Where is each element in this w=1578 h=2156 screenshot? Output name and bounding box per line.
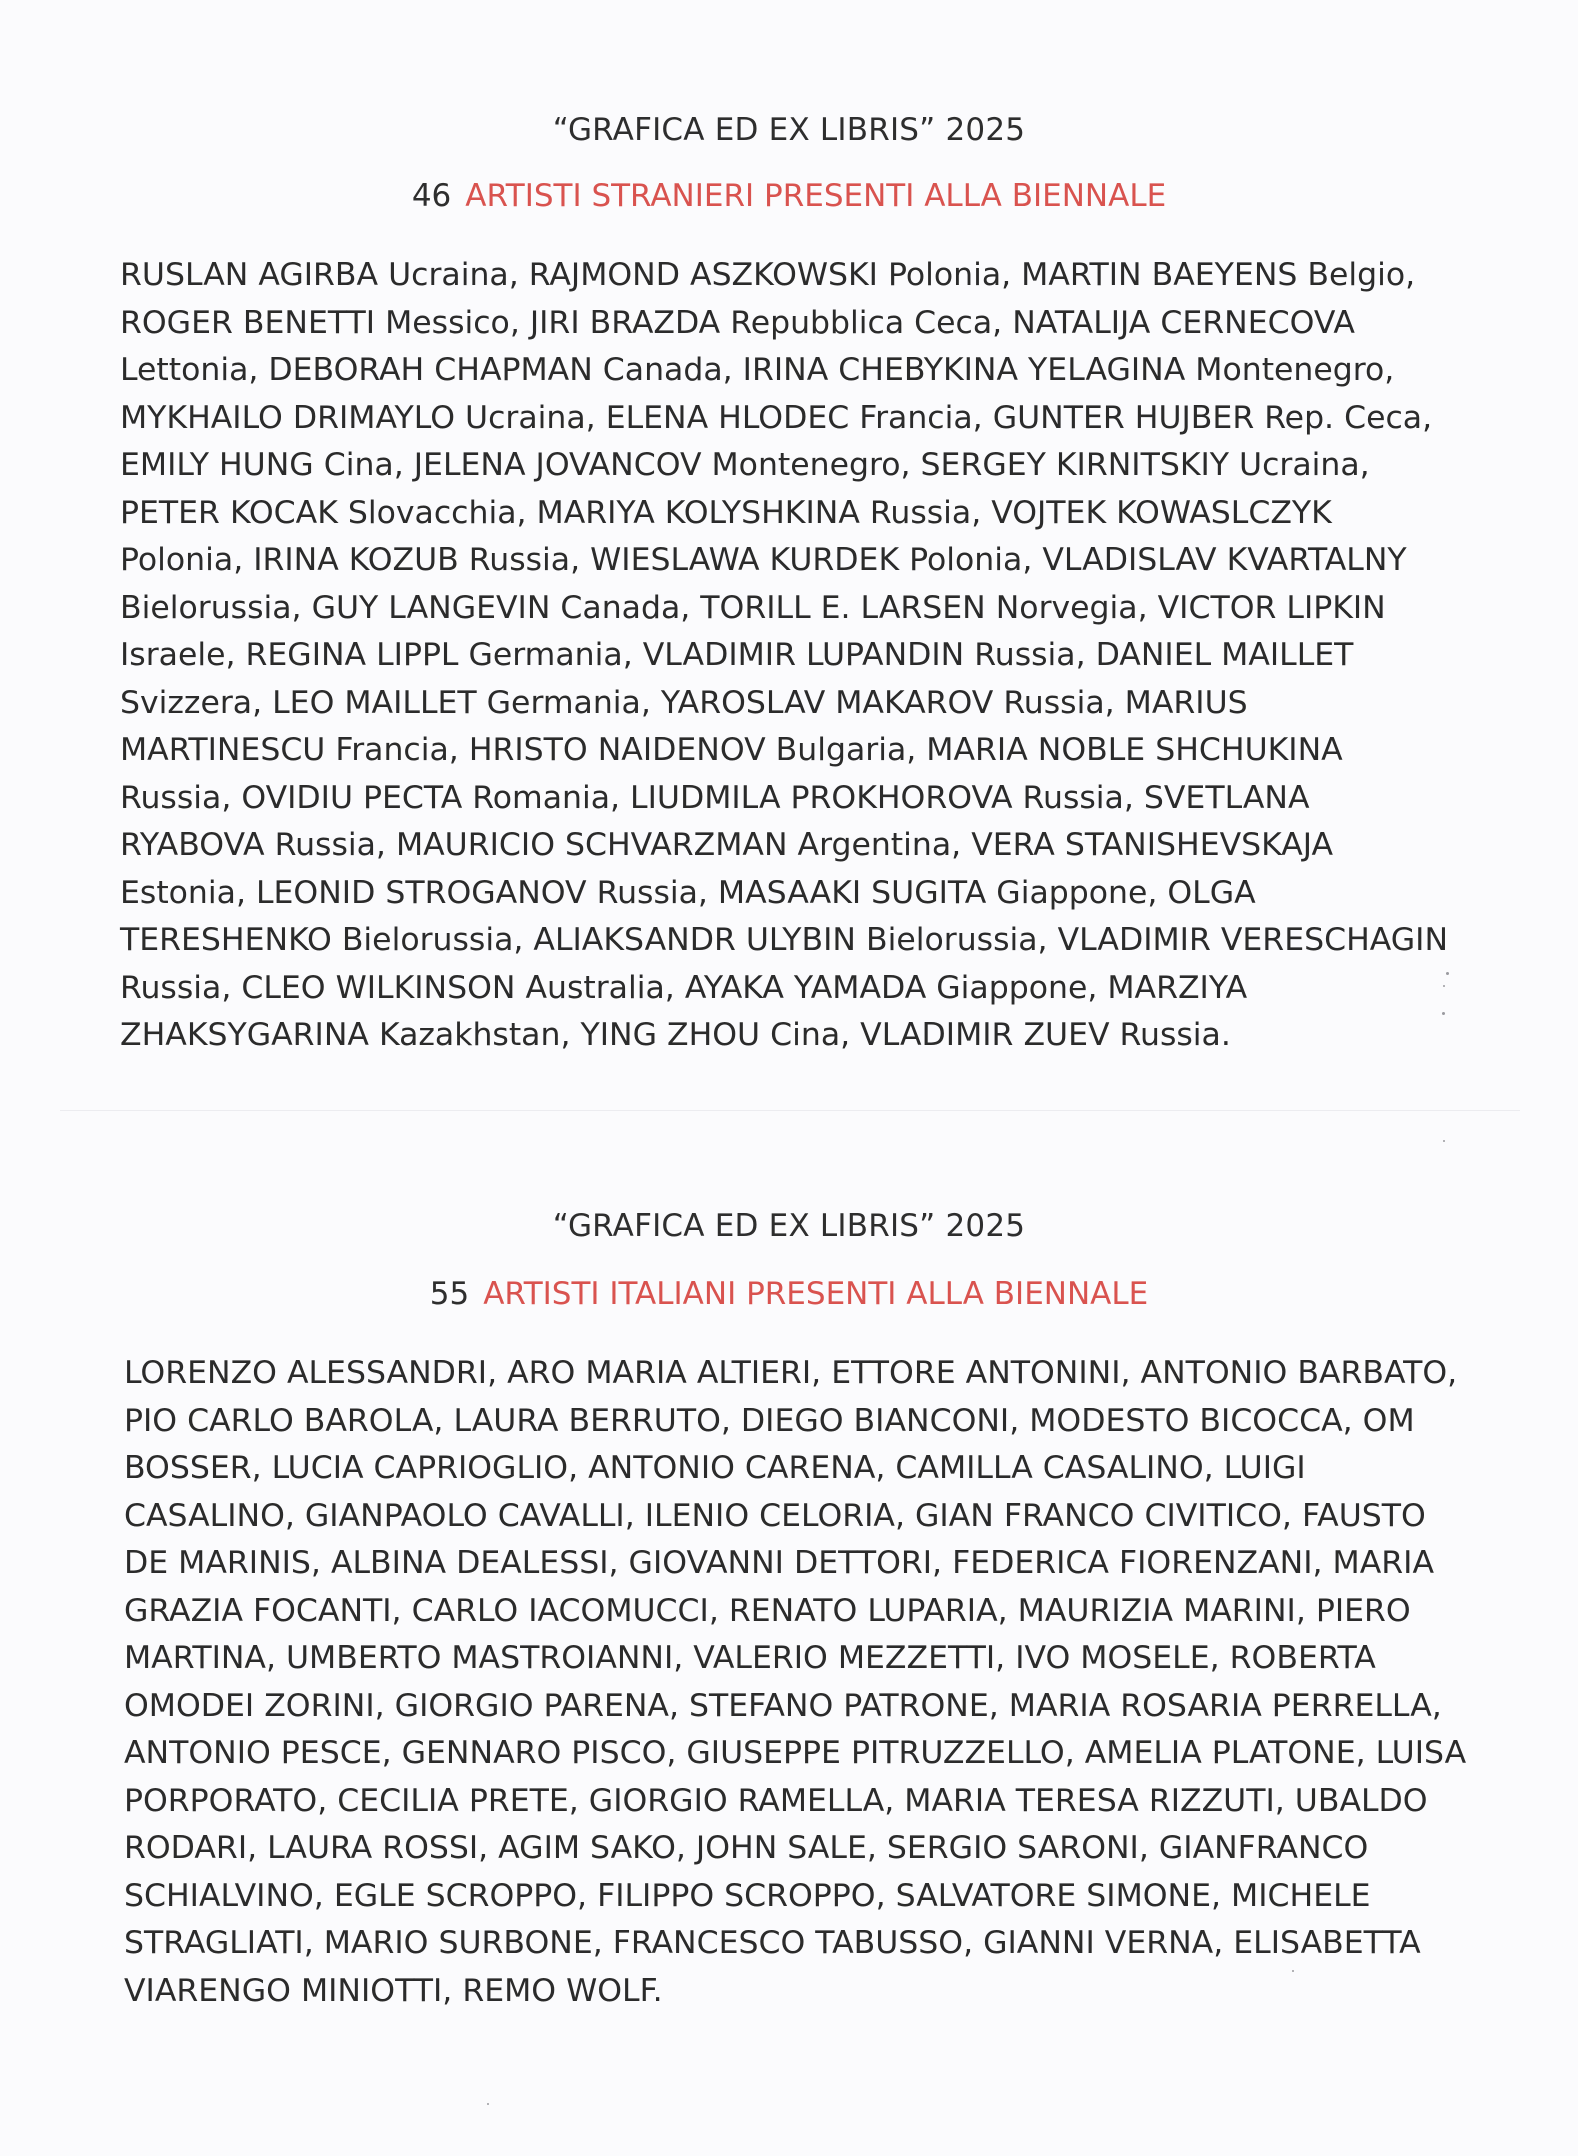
italian-section-subtitle: [0, 1276, 1578, 1312]
scan-speck: [487, 2103, 489, 2105]
section-divider: [60, 1110, 1520, 1111]
scan-speck: [1446, 972, 1449, 975]
foreign-section-title: “GRAFICA ED EX LIBRIS” 2025: [552, 112, 1026, 148]
foreign-artist-list: RUSLAN AGIRBA Ucraina, RAJMOND ASZKOWSKI Polonia, MARTIN BAEYENS Belgio, ROGER BENETTI Messico, JIRI BRAZDA Repubblica Ceca, NATALIJA CERNECOVA Lettonia, DEBORAH CHAPMAN Canada, IRINA CHEBYKINA YELAGINA Montenegro, MYKHAILO DRIMAYLO Ucraina, ELENA HLODEC Francia, GUNTER HUJBER Rep. Ceca, EMILY HUNG Cina, JELENA JOVANCOV Montenegro, SERGEY KIRNITSKIY Ucraina, PETER KOCAK Slovacchia, MARIYA KOLYSHKINA Russia, VOJTEK KOWASLCZYK Polonia, IRINA KOZUB Russia, WIESLAWA KURDEK Polonia, VLADISLAV KVARTALNY Bielorussia, GUY LANGEVIN Canada, TORILL E. LARSEN Norvegia, VICTOR LIPKIN Israele, REGINA LIPPL Germania, VLADIMIR LUPANDIN Russia, DANIEL MAILLET Svizzera, LEO MAILLET Germania, YAROSLAV MAKAROV Russia, MARIUS MARTINESCU Francia, HRISTO NAIDENOV Bulgaria, MARIA NOBLE SHCHUKINA Russia, OVIDIU PECTA Romania, LIUDMILA PROKHOROVA Russia, SVETLANA RYABOVA Russia, MAURICIO SCHVARZMAN Argentina, VERA STANISHEVSKAJA Estonia, LEONID STROGANOV Russia, MASAAKI SUGITA Giappone, OLGA TERESHENKO Bielorussia, ALIAKSANDR ULYBIN Bielorussia, VLADIMIR VERESCHAGIN Russia, CLEO WILKINSON Australia, AYAKA YAMADA Giappone, MARZIYA ZHAKSYGARINA Kazakhstan, YING ZHOU Cina, VLADIMIR ZUEV Russia.: [120, 257, 1449, 1053]
scan-speck: [1292, 1970, 1294, 1972]
scan-speck: [1443, 1140, 1445, 1142]
scan-speck: [1443, 985, 1445, 987]
italian-artist-count: 55: [429, 1276, 470, 1312]
foreign-section-subtitle: [0, 178, 1578, 214]
italian-section-label: ARTISTI ITALIANI PRESENTI ALLA BIENNALE: [483, 1276, 1149, 1312]
foreign-artist-count: 46: [411, 178, 452, 214]
italian-artist-list: LORENZO ALESSANDRI, ARO MARIA ALTIERI, ETTORE ANTONINI, ANTONIO BARBATO, PIO CARLO BAROLA, LAURA BERRUTO, DIEGO BIANCONI, MODESTO BICOCCA, OM BOSSER, LUCIA CAPRIOGLIO, ANTONIO CARENA, CAMILLA CASALINO, LUIGI CASALINO, GIANPAOLO CAVALLI, ILENIO CELORIA, GIAN FRANCO CIVITICO, FAUSTO DE MARINIS, ALBINA DEALESSI, GIOVANNI DETTORI, FEDERICA FIORENZANI, MARIA GRAZIA FOCANTI, CARLO IACOMUCCI, RENATO LUPARIA, MAURIZIA MARINI, PIERO MARTINA, UMBERTO MASTROIANNI, VALERIO MEZZETTI, IVO MOSELE, ROBERTA OMODEI ZORINI, GIORGIO PARENA, STEFANO PATRONE, MARIA ROSARIA PERRELLA, ANTONIO PESCE, GENNARO PISCO, GIUSEPPE PITRUZZELLO, AMELIA PLATONE, LUISA PORPORATO, CECILIA PRETE, GIORGIO RAMELLA, MARIA TERESA RIZZUTI, UBALDO RODARI, LAURA ROSSI, AGIM SAKO, JOHN SALE, SERGIO SARONI, GIANFRANCO SCHIALVINO, EGLE SCROPPO, FILIPPO SCROPPO, SALVATORE SIMONE, MICHELE STRAGLIATI, MARIO SURBONE, FRANCESCO TABUSSO, GIANNI VERNA, ELISABETTA VIARENGO MINIOTTI, REMO WOLF.: [124, 1355, 1467, 2009]
scan-speck: [1442, 1012, 1445, 1015]
foreign-section-label: ARTISTI STRANIERI PRESENTI ALLA BIENNALE: [465, 178, 1167, 214]
italian-section-title: “GRAFICA ED EX LIBRIS” 2025: [552, 1208, 1026, 1244]
